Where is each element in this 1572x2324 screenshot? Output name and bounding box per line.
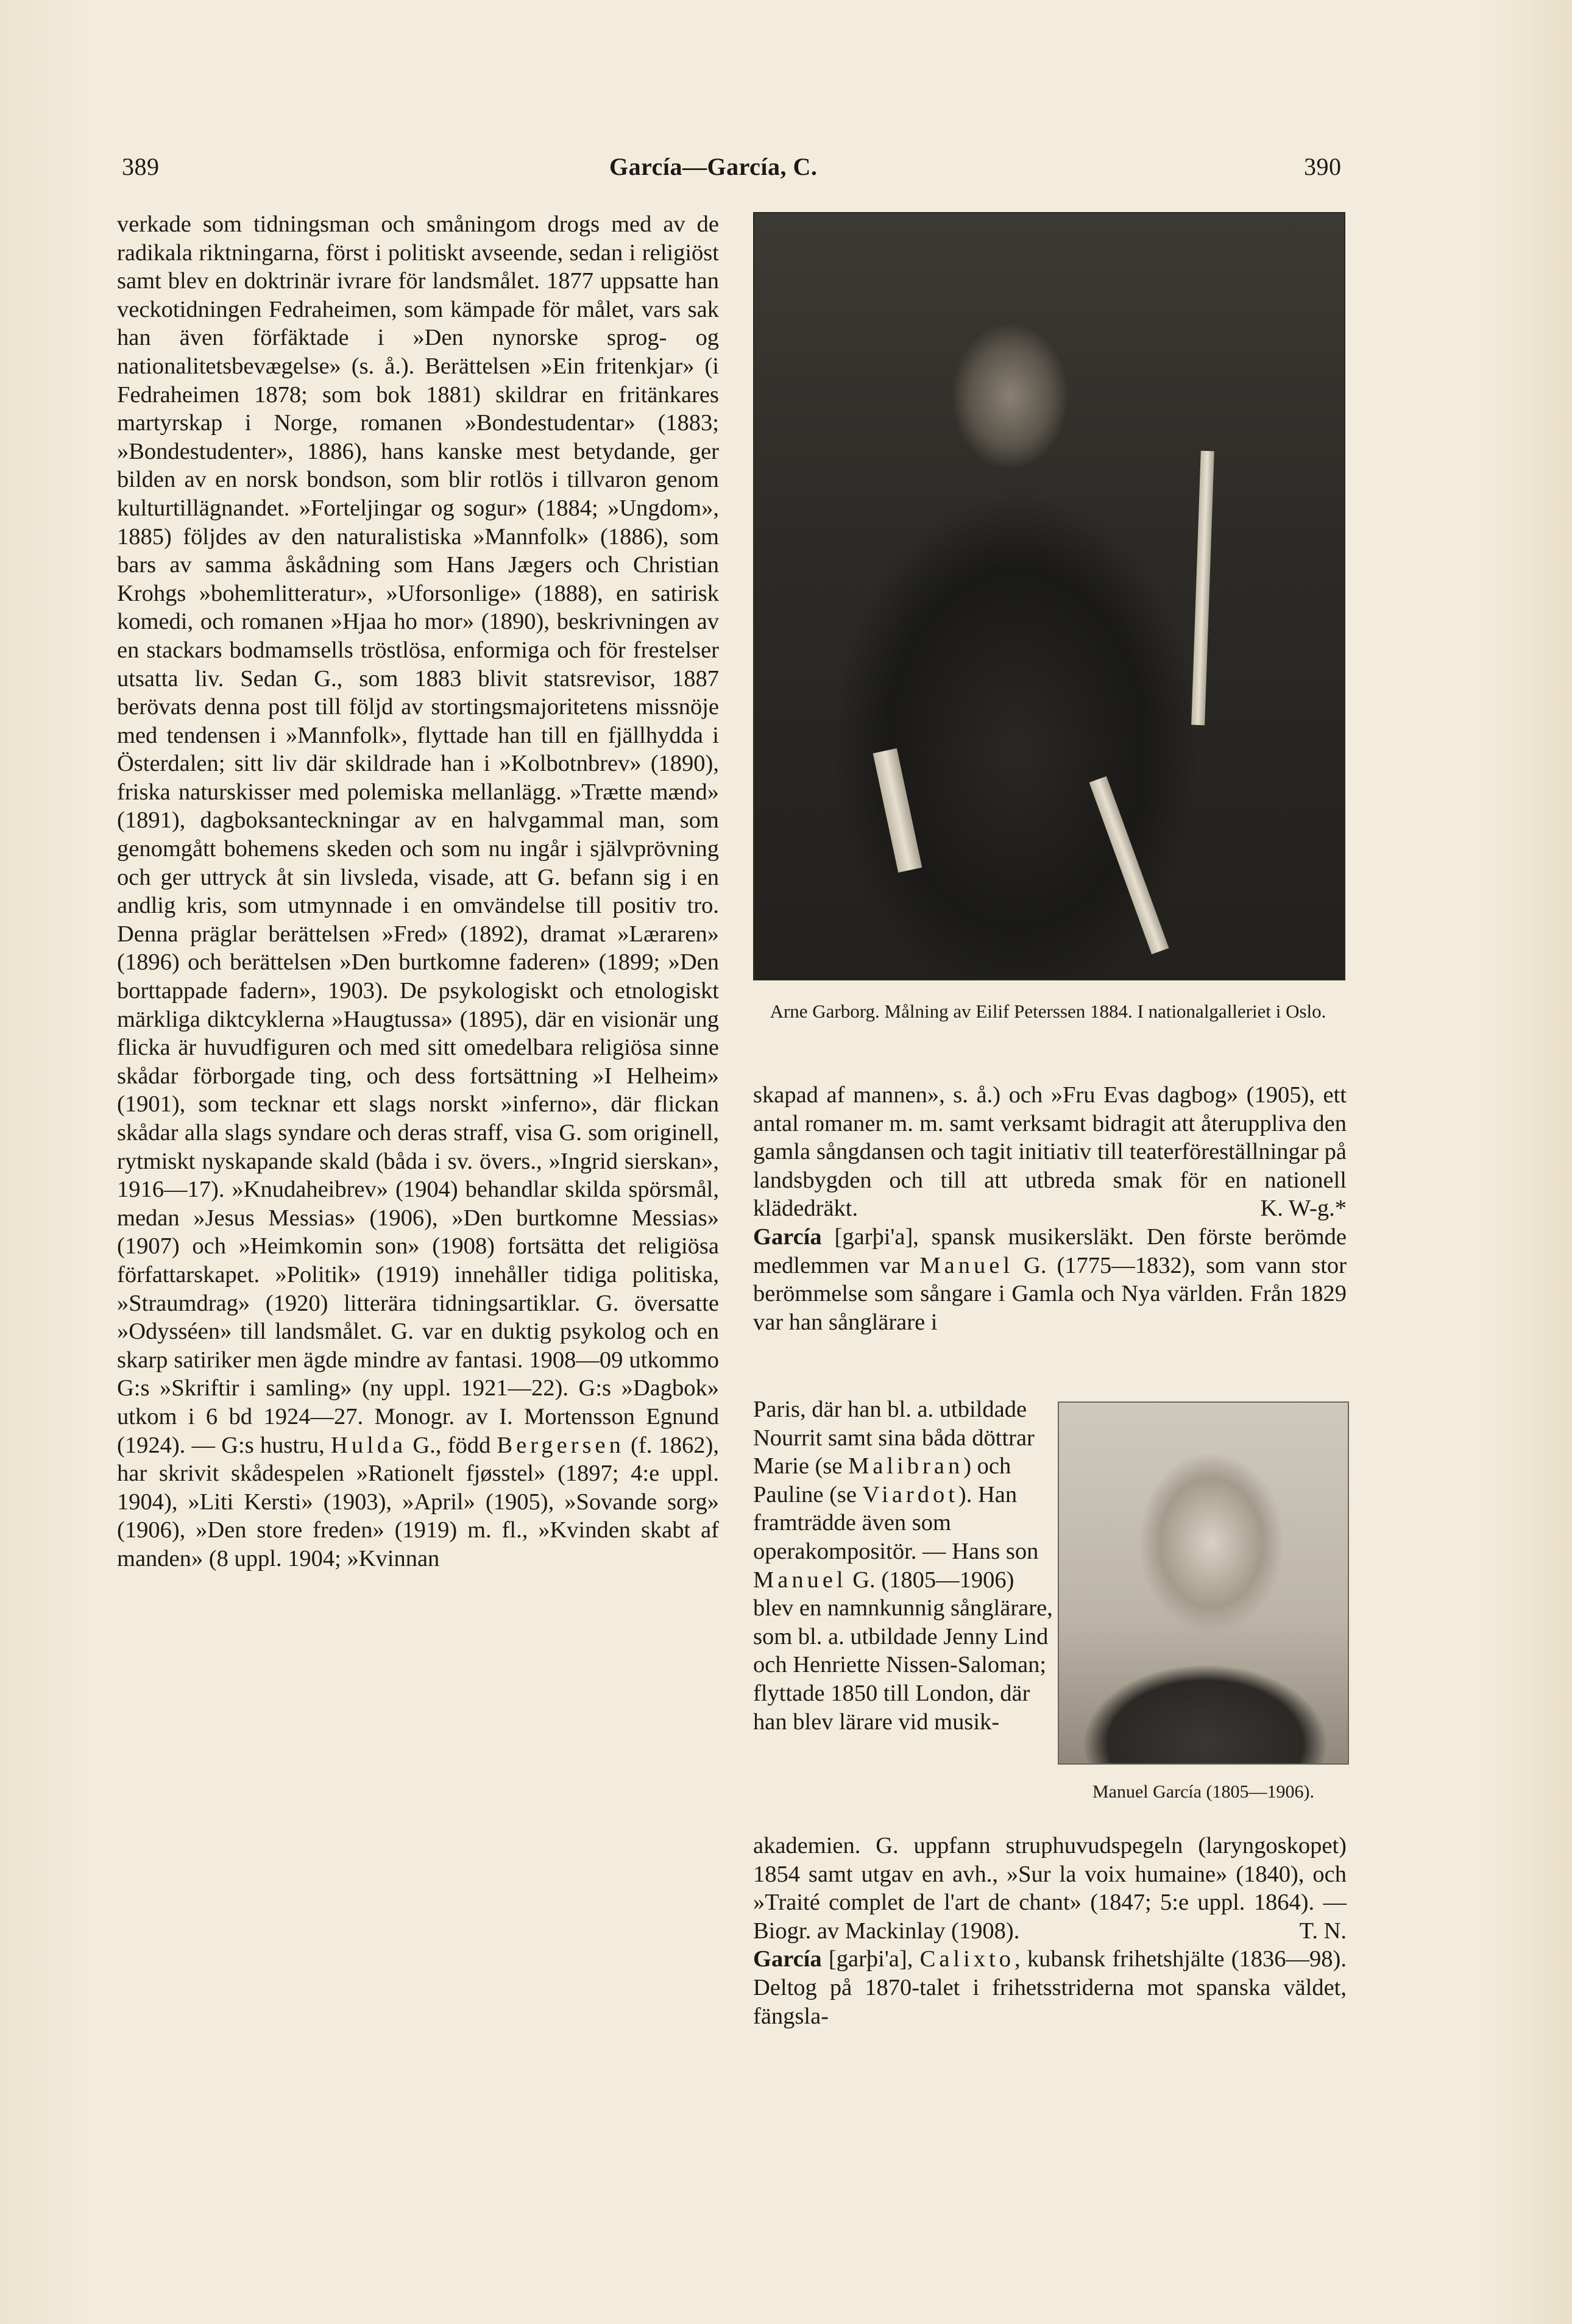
right-column-bottom — [753, 1832, 1347, 2030]
right-column-top — [753, 1081, 1347, 1336]
entry-garcia-family — [753, 1223, 1347, 1336]
chair-post-right — [1191, 451, 1214, 725]
running-header: García—García, C. — [609, 153, 818, 180]
right-para3-text: akademien. G. uppfann struphuvudspegeln (laryngoskopet) 1854 samt utgav en avh., »Sur la voix humaine» (1840), och »Traité complet de l'art de chant» (1847; 5:e uppl. 1864). — Biogr. av Mackinlay (1908). — [753, 1833, 1347, 1944]
right-column-wrapped-text — [753, 1395, 1058, 1736]
left-column-text: verkade som tidningsman och småningom drogs med av de radikala riktningarna, först i politiskt avseende, sedan i religiöst samt blev en doktrinär ivrare för landsmålet. 1877 uppsatte han veckotidningen Fedraheimen, som kämpade för målet, vars sak han även förfäktade i »Den nynorske sprog- og nationalitetsbevægelse» (s. å.). Berättelsen »Ein fritenkjar» (i Fedraheimen 1878; som bok 1881) skildrar en fritänkares martyrskap i Norge, romanen »Bondestudentar» (1883; »Bondestudenter», 1886), hans kanske mest betydande, ger bilden av en norsk bondson, som blir rotlös i tillvaron genom kulturtillägnandet. »Forteljingar og sogur» (1884; »Ungdom», 1885) följdes av den naturalistiska »Mannfolk» (1886), som bars av samma åskådning som Hans Jægers och Christian Krohgs »bohemlitteratur», »Uforsonlige» (1888), en satirisk komedi, och romanen »Hjaa ho mor» (1890), beskrivningen av en stackars bodmamsells tröstlösa, enformiga och för frestelser utsatta liv. Sedan G., som 1883 blivit statsrevisor, 1887 berövats denna post till följd av stortingsmajoritetens missnöje med tendensen i »Mannfolk», flyttade han till en fjällhydda i Österdalen; sitt liv där skildrade han i »Kolbotnbrev» (1890), friska naturskisser med polemiska mellanlägg. »Trætte mænd» (1891), dagboksanteckningar av en halvgammal man, som genomgått bohemens skeden och som nu ingår i självprövning och ger uttryck åt sin livsleda, visade, att G. befann sig i en andlig kris, som utmynnade i en omvändelse till positiv tro. Denna präglar berättelsen »Fred» (1892), dramat »Læraren» (1896) och berättelsen »Den burtkomne faderen» (1899; »Den borttappade fadern», 1903). De psykologiskt och etnologiskt märkliga diktcyklerna »Haugtussa» (1895), där en visionär ung flicka är huvudfiguren och med sitt omedelbara religiösa sinne skådar förborgade ting, och dess fortsättning »I Helheim» (1901), som tecknar ett slags norskt »inferno», där flickan skådar alla slags syndare och deras straff, visa G. som originell, rytmiskt nyskapande skald (båda i sv. övers., »Ingrid sierskan», 1916—17). »Knudaheibrev» (1904) behandlar skilda spörsmål, medan »Jesus Messias» (1906), »Den burtkomne Messias» (1907) och »Heimkomin son» (1908) fortsätta det religiösa författarskapet. »Politik» (1919) innehåller tidiga politiska, »Straumdrag» (1920) litterära tidningsartiklar. G. översatte »Odysséen» till landsmålet. G. var en duktig psykolog och en skarp satiriker men ägde mindre av fantasi. 1908—09 utkommo G:s »Skriftir i samling» (ny uppl. 1921—22). G:s »Dagbok» utkom i 6 bd 1924—27. Monogr. av I. Mortensson Egnund (1924). — G:s hustru, — [117, 211, 719, 1458]
right-paragraph-3 — [753, 1832, 1347, 1945]
entry-garcia-text-b: G. (1775—1832), som vann stor berömmelse som sångare i Gamla och Nya världen. Från 1829 var han sånglärare i — [753, 1252, 1347, 1335]
entry-calixto-text: [garþi'a], — [821, 1946, 920, 1972]
figure-caption-manuel-garcia: Manuel García (1805—1906). — [1092, 1782, 1315, 1802]
signature-tn: T. N. — [1299, 1918, 1347, 1944]
left-column-text-2: G., född — [406, 1432, 497, 1458]
page-number-left: 389 — [122, 153, 160, 180]
entry-garcia-manuel: Manuel — [919, 1252, 1014, 1278]
signature-kwg: K. W-g.* — [1260, 1196, 1347, 1222]
wrap-manuel: Manuel — [753, 1567, 847, 1593]
manuel-garcia-photo-image — [1058, 1401, 1349, 1765]
entry-garcia-text: [garþi'a], spansk musikersläkt. Den förste berömde medlemmen var — [753, 1224, 1347, 1278]
wrapped-paragraph — [753, 1395, 1058, 1736]
figure-caption-garborg: Arne Garborg. Målning av Eilif Peterssen 1884. I nationalgalleriet i Oslo. — [770, 1001, 1326, 1022]
wrap-text-a: Paris, där han bl. a. utbildade Nourrit samt sina båda döttrar Marie (se — [753, 1397, 1035, 1479]
left-column — [117, 210, 719, 1573]
entry-calixto-garcia — [753, 1945, 1347, 2030]
right-paragraph-1 — [753, 1081, 1347, 1223]
entry-calixto-name: Calixto — [919, 1946, 1014, 1972]
left-column-paragraph — [117, 210, 719, 1573]
wrap-text-b: ) och Pauline (se — [753, 1453, 1011, 1507]
chair-post-left — [873, 748, 922, 873]
wrap-viardot: Viardot — [862, 1481, 958, 1507]
left-column-text-3: (f. 1862), har skrivit skådespelen »Rationelt fjøsstel» (1897; 4:e uppl. 1904), »Liti Kersti» (1903), »April» (1905), »Sovande sorg» (1906), »Den store freden» (1919) m. fl., »Kvinden skabt af manden» (8 uppl. 1904; »Kvinnan — [117, 1432, 719, 1571]
wrap-text-c: ). Han framträdde även som operakompositör. — Hans son — [753, 1481, 1039, 1564]
chair-arm — [1089, 776, 1169, 954]
right-para1-text: skapad af mannen», s. å.) och »Fru Evas dagbog» (1905), ett antal romaner m. m. samt verksamt bidragit att återuppliva den gamla sångdansen och tagit initiativ till teaterföreställningar på landsbygden och till att utbreda smak för en nationell klädedräkt. — [753, 1082, 1347, 1222]
entry-calixto-head: García — [753, 1946, 822, 1972]
entry-garcia-head: García — [753, 1224, 822, 1250]
portrait-painting-image — [753, 212, 1345, 980]
wrap-malibran: Malibran — [848, 1453, 964, 1479]
entry-calixto-text-b: , kubansk frihetshjälte (1836—98). Deltog på 1870-talet i frihetsstriderna mot spanska väldet, fängsla- — [753, 1946, 1347, 2029]
page-number-right: 390 — [1304, 153, 1342, 180]
wife-name: Hulda — [331, 1432, 407, 1458]
wrap-text-d: G. (1805—1906) blev en namnkunnig sånglärare, som bl. a. utbildade Jenny Lind och Henriette Nissen-Saloman; flyttade 1850 till London, där han blev lärare vid musik- — [753, 1567, 1053, 1735]
maiden-name: Bergersen — [497, 1432, 625, 1458]
